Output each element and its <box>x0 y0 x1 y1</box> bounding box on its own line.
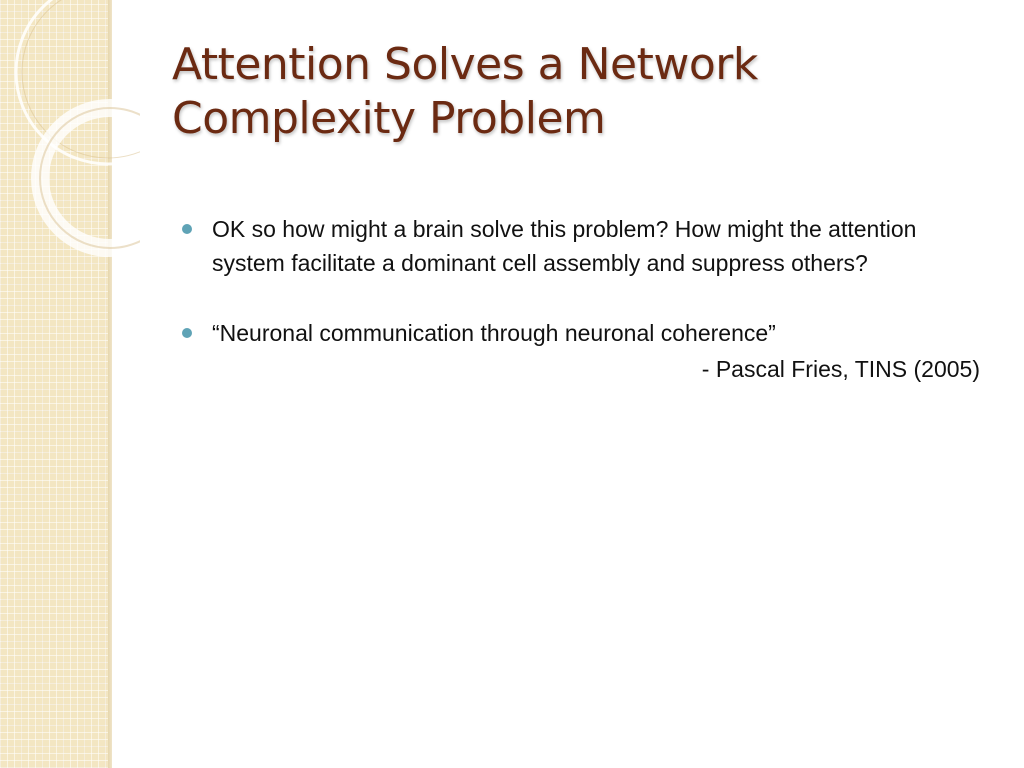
bullet-item <box>180 212 980 280</box>
title-line-2: Complexity Problem <box>172 93 606 144</box>
title-line-1: Attention Solves a Network <box>172 39 758 90</box>
bullet-text: “Neuronal communication through neuronal coherence” <box>212 320 776 346</box>
bullet-item <box>180 316 980 350</box>
bullet-dot-icon <box>182 328 192 338</box>
bullet-text: OK so how might a brain solve this problem? How might the attention system facilitate a dominant cell assembly and suppress others? <box>212 216 917 276</box>
slide-body <box>180 212 980 386</box>
decorative-rings-icon <box>0 0 140 260</box>
citation: - Pascal Fries, TINS (2005) <box>701 356 980 382</box>
bullet-dot-icon <box>182 224 192 234</box>
slide-title <box>172 38 972 146</box>
